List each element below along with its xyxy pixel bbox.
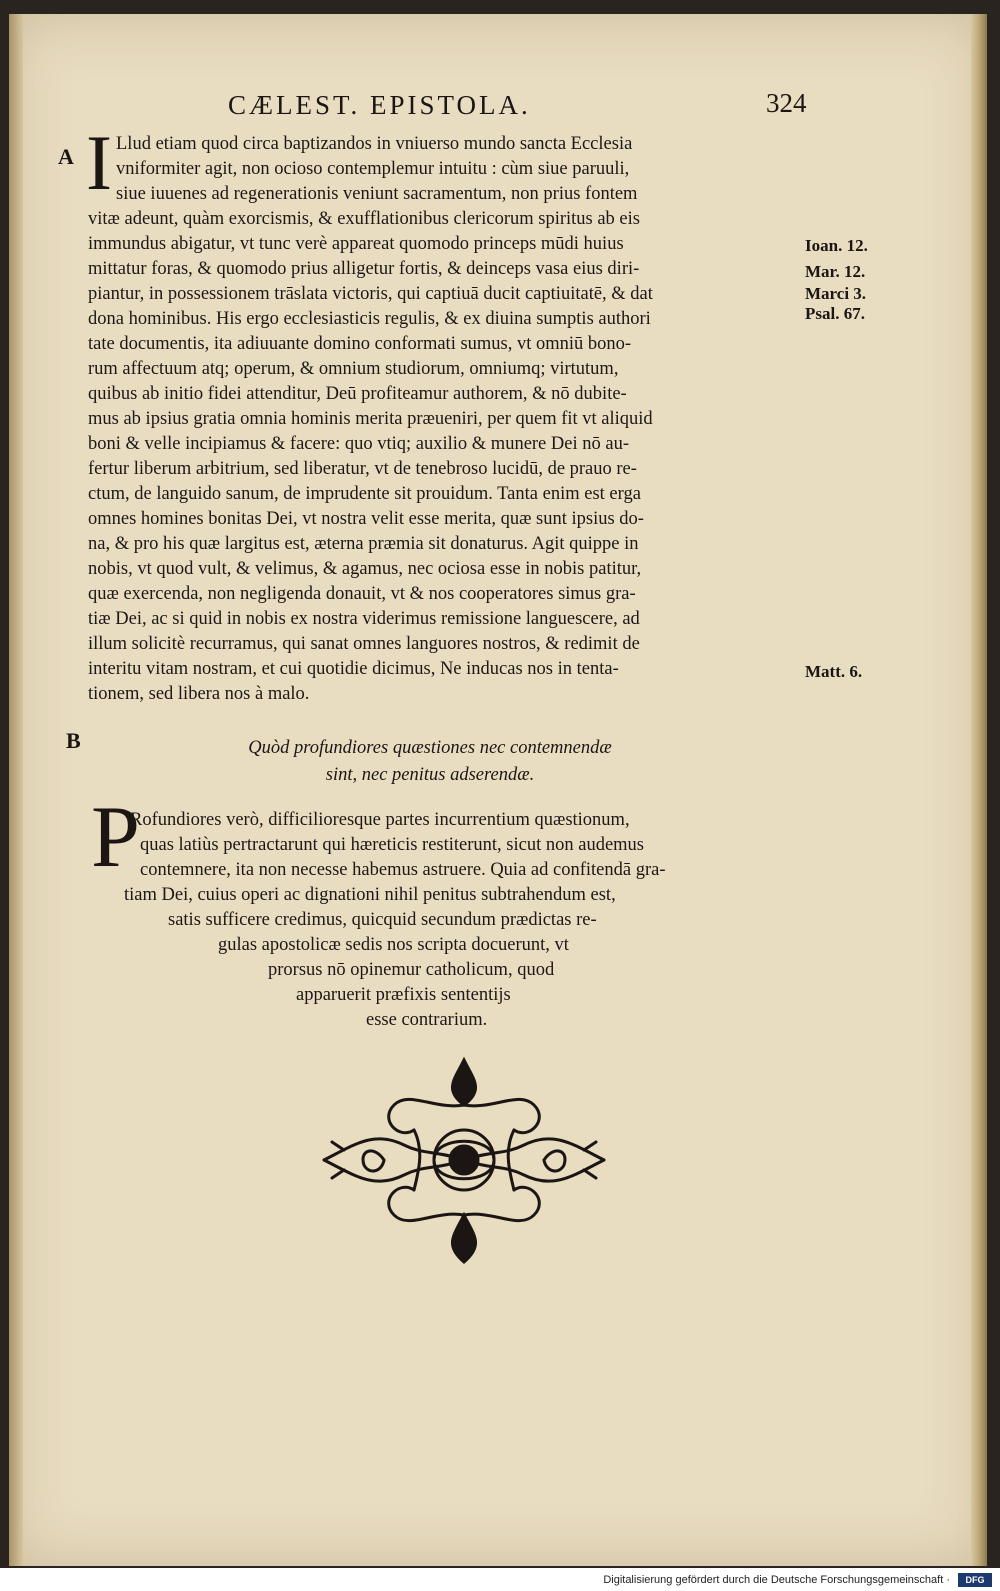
text-line: Rofundiores verò, difficilioresque partes incurrentium quæstionum,	[130, 810, 630, 830]
text-line: na, & pro his quæ largitus est, æterna præmia sit donaturus. Agit quippe in	[88, 534, 639, 554]
text-line: dona hominibus. His ergo ecclesiasticis regulis, & ex diuina sumptis authori	[88, 309, 651, 329]
text-line: piantur, in possessionem trāslata victoris, qui captiuā ducit captiuitatē, & dat	[88, 284, 653, 304]
marginal-note: Marci 3.	[805, 284, 867, 303]
text-line: gulas apostolicæ sedis nos scripta docuerunt, vt	[218, 935, 569, 955]
section-heading	[150, 735, 710, 789]
text-line: esse contrarium.	[366, 1010, 488, 1030]
text-line: tionem, sed libera nos à malo.	[88, 684, 310, 704]
text-line: mittatur foras, & quomodo prius alligetur fortis, & deinceps vasa eius diri-	[88, 259, 640, 279]
text-line: satis sufficere credimus, quicquid secundum prædictas re-	[168, 910, 597, 930]
text-line: immundus abigatur, vt tunc verè appareat quomodo princeps mūdi huius	[88, 234, 624, 254]
marginal-note: Psal. 67.	[805, 304, 865, 323]
text-line: contemnere, ita non necesse habemus astruere. Quia ad confitendā gra-	[140, 860, 666, 880]
text-line: tate documentis, ita adiuuante domino conformati sumus, vt omniū bono-	[88, 334, 632, 354]
text-line: quibus ab initio fidei attenditur, Deū profiteamur authorem, & nō dubite-	[88, 384, 627, 404]
text-line: apparuerit præfixis sententijs	[296, 985, 511, 1005]
printers-ornament	[314, 1050, 614, 1270]
running-head: CÆLEST. EPISTOLA.	[228, 90, 531, 120]
text-line: tiæ Dei, ac si quid in nobis ex nostra viderimus remissione languescere, ad	[88, 609, 640, 629]
page-fore-edge	[971, 14, 987, 1566]
section-heading-line: sint, nec penitus adserendæ.	[325, 765, 535, 785]
text-line: Llud etiam quod circa baptizandos in vniuerso mundo sancta Ecclesia	[116, 134, 633, 154]
text-line: ctum, de languido sanum, de imprudente sit prouidum. Tanta enim est erga	[88, 484, 641, 504]
section-heading-line: Quòd profundiores quæstiones nec contemnendæ	[248, 738, 612, 758]
text-line: vitæ adeunt, quàm exorcismis, & exufflationibus clericorum spiritus ab eis	[88, 209, 640, 229]
drop-cap-initial-p: P	[91, 789, 140, 886]
text-line: fertur liberum arbitrium, sed liberatur, vt de tenebroso lucidū, de prauo re-	[88, 459, 637, 479]
text-line: interitu vitam nostram, et cui quotidie dicimus, Ne inducas nos in tenta-	[88, 659, 619, 679]
text-line: tiam Dei, cuius operi ac dignationi nihil penitus subtrahendum est,	[124, 885, 616, 905]
text-line: quas latiùs pertractarunt qui hæreticis restiterunt, sicut non audemus	[140, 835, 644, 855]
text-line: vniformiter agit, non ocioso contemplemur intuitu : cùm siue paruuli,	[116, 159, 630, 179]
text-line: illum solicitè recurramus, qui sanat omnes languores nostros, & redimit de	[88, 634, 640, 654]
text-line: siue iuuenes ad regenerationis veniunt sacramentum, non prius fontem	[116, 184, 638, 204]
text-line: mus ab ipsius gratia omnia hominis merita præueniri, per quem fit vt aliquid	[88, 409, 653, 429]
drop-cap-initial-i: I	[86, 119, 112, 206]
marginal-note: Mar. 12.	[805, 262, 866, 281]
page-number: 324	[766, 88, 807, 118]
dfg-logo: DFG	[958, 1573, 992, 1587]
text-line: nobis, vt quod vult, & velimus, & agamus, nec ociosa esse in nobis patitur,	[88, 559, 642, 579]
section-marker-b: B	[66, 728, 81, 753]
text-line: boni & velle incipiamus & facere: quo vtiq; auxilio & munere Dei nō au-	[88, 434, 629, 454]
text-line: prorsus nō opinemur catholicum, quod	[268, 960, 555, 980]
text-line: omnes homines bonitas Dei, vt nostra velit esse merita, quæ sunt ipsius do-	[88, 509, 644, 529]
marginal-note: Ioan. 12.	[805, 236, 868, 255]
section-marker-a: A	[58, 144, 74, 169]
page-gutter	[9, 14, 23, 1566]
marginal-note: Matt. 6.	[805, 662, 863, 681]
digitization-credit: Digitalisierung gefördert durch die Deutsche Forschungsgemeinschaft ·	[603, 1574, 950, 1586]
text-line: quæ exercenda, non negligenda donauit, vt & nos cooperatores simus gra-	[88, 584, 636, 604]
text-line: rum affectuum atq; operum, & omnium studiorum, omniumq; virtutum,	[88, 359, 619, 379]
